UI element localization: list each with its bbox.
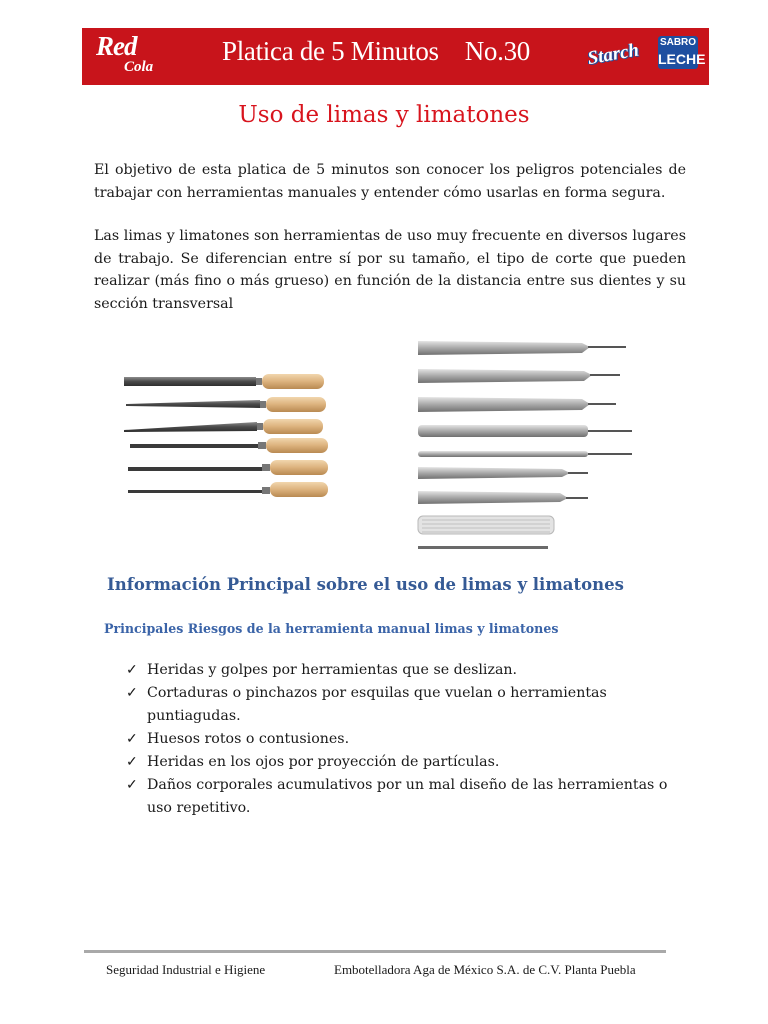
- starch-logo: Starch: [585, 39, 641, 70]
- checkmark-icon: ✓: [126, 777, 138, 793]
- footer-left-text: Seguridad Industrial e Higiene: [106, 962, 266, 977]
- red-cola-logo: Red Cola: [96, 31, 154, 75]
- checkmark-icon: ✓: [126, 662, 138, 678]
- header-banner: [82, 28, 709, 85]
- list-item: ✓ Cortaduras o pinchazos por esquilas que vuelan o herramientas puntiagudas.: [126, 682, 686, 728]
- intro-paragraph: El objetivo de esta platica de 5 minutos son conocer los peligros potenciales de trabajar con herramientas manuales y entender cómo usarlas en forma segura.: [94, 162, 686, 201]
- blade-8: [418, 516, 554, 534]
- files-with-handles-image: [112, 360, 334, 504]
- header-number: No.30: [464, 36, 530, 66]
- footer-divider: [84, 950, 666, 953]
- file-4: [130, 438, 328, 453]
- header-title: [222, 36, 530, 67]
- file-2: [126, 397, 326, 412]
- risks-list: [126, 659, 686, 820]
- file-1: [124, 374, 324, 389]
- file-blades-image: [412, 335, 638, 555]
- subsection-heading: Principales Riesgos de la herramienta manual limas y limatones: [104, 621, 559, 636]
- file-6: [128, 482, 328, 497]
- checkmark-icon: ✓: [126, 685, 138, 701]
- document-title: Uso de limas y limatones: [238, 102, 530, 128]
- checkmark-icon: ✓: [126, 731, 138, 747]
- section-heading: Información Principal sobre el uso de limas y limatones: [107, 575, 624, 594]
- checkmark-icon: ✓: [126, 754, 138, 770]
- list-item: ✓ Heridas en los ojos por proyección de partículas.: [126, 751, 686, 774]
- header-title-text: Platica de 5 Minutos: [222, 36, 439, 66]
- list-item: ✓ Huesos rotos o contusiones.: [126, 728, 686, 751]
- file-3: [124, 419, 323, 434]
- list-item: ✓ Daños corporales acumulativos por un mal diseño de las herramientas o uso repetitivo.: [126, 774, 686, 820]
- footer-right-text: Embotelladora Aga de México S.A. de C.V. Planta Puebla: [334, 962, 636, 977]
- blade-9: [418, 546, 548, 549]
- file-5: [128, 460, 328, 475]
- sabro-leche-logo: SABRO LECHE: [658, 37, 706, 67]
- description-paragraph: Las limas y limatones son herramientas de uso muy frecuente en diversos lugares de trabajo. Se diferencian entre sí por su tamaño, el tipo de corte que pueden realizar (más fino o más grueso) en función de la distancia entre sus dientes y su sección transversal: [94, 228, 686, 312]
- list-item: ✓ Heridas y golpes por herramientas que se deslizan.: [126, 659, 686, 682]
